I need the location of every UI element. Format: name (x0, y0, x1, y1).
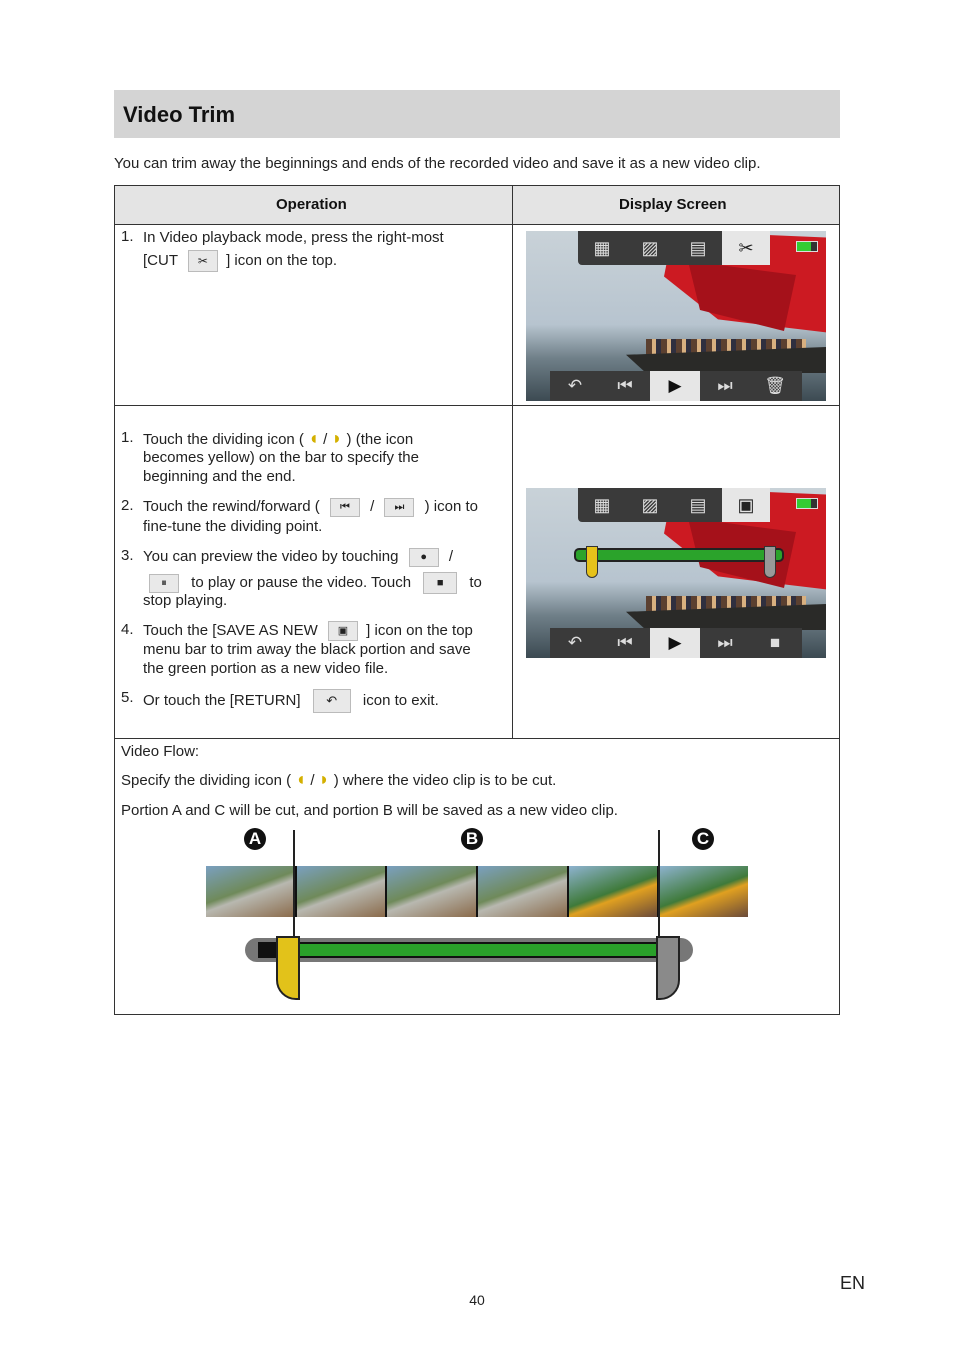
dividing-start-icon[interactable] (276, 936, 300, 1000)
step-text-part: icon to exit. (362, 691, 439, 709)
step-text-part: Touch the rewind/forward ( (143, 498, 320, 515)
slash: / (310, 772, 315, 789)
step-text: beginning and the end. (143, 468, 296, 485)
step-text-part: Specify the dividing icon ( (121, 772, 292, 789)
film-frame (297, 866, 388, 917)
bottom-control-bar (550, 628, 802, 658)
dividing-end-icon: ◗ (318, 769, 330, 789)
stop-icon: ■ (423, 572, 457, 594)
photo-icon[interactable]: ▨ (641, 495, 659, 515)
cut-icon[interactable]: ✂ (722, 231, 770, 265)
video-icon[interactable]: ▤ (689, 238, 707, 258)
step-text: becomes yellow) on the bar to specify the (143, 449, 419, 466)
step-text: fine-tune the dividing point. (143, 518, 323, 535)
forward-icon[interactable]: ⏭ (717, 376, 733, 395)
header-display (513, 186, 839, 224)
forward-icon[interactable]: ⏭ (717, 633, 733, 652)
header-operation-label: Operation (276, 196, 347, 213)
step-text-part: to play or pause the video. Touch (191, 573, 412, 591)
step-text-part: to (469, 573, 482, 591)
divider (115, 405, 839, 406)
slash: / (323, 431, 328, 448)
portion-c-marker: C (692, 828, 714, 850)
video-flow-line: Portion A and C will be cut, and portion B will be saved as a new video clip. (121, 802, 618, 819)
step-text (143, 429, 413, 449)
pause-icon: ⏸ (149, 574, 179, 593)
film-frame (478, 866, 569, 917)
display-screenshot-2 (526, 488, 826, 658)
step-text-part: Touch the [SAVE AS NEW (143, 622, 318, 639)
play-icon: ● (409, 548, 439, 567)
dividing-start-icon: ◖ (308, 428, 319, 448)
column-divider (512, 186, 513, 738)
video-flow-label: Video Flow: (121, 743, 200, 760)
dividing-start-icon[interactable] (586, 546, 598, 578)
portion-a-marker: A (244, 828, 266, 850)
rewind-icon[interactable]: ⏮ (617, 633, 633, 652)
cut-line-end (658, 830, 660, 940)
battery-icon (796, 498, 818, 509)
cut-line-start (293, 830, 295, 940)
section-title-bar (114, 90, 840, 138)
step-text-part: Or touch the [RETURN] (143, 691, 301, 709)
top-menu-bar (578, 488, 770, 522)
portion-b-marker: B (461, 828, 483, 850)
save-icon: ▣ (328, 621, 358, 641)
step-number: 3. (121, 547, 134, 564)
forward-icon: ⏭ (384, 498, 414, 517)
header-display-label: Display Screen (619, 196, 727, 213)
video-flow-line (121, 770, 556, 790)
step-text-part: ) icon to (424, 498, 478, 515)
step-text-part: Touch the dividing icon ( (143, 431, 304, 448)
step-text-part: ) where the video clip is to be cut. (333, 772, 557, 789)
save-icon[interactable]: ▣ (722, 488, 770, 522)
film-frame (387, 866, 478, 917)
step-text (143, 497, 478, 517)
rewind-icon[interactable]: ⏮ (617, 376, 633, 395)
step-text: menu bar to trim away the black portion and save (143, 641, 471, 658)
dividing-start-icon: ◖ (295, 769, 307, 789)
step-text-part: ) (the icon (346, 431, 414, 448)
top-menu-bar (578, 231, 770, 265)
dividing-end-icon: ◗ (331, 428, 343, 448)
step-text: the green portion as a new video file. (143, 660, 389, 677)
divider (115, 738, 839, 739)
step-text (143, 547, 453, 567)
step-text-part: ] icon on the top (366, 622, 473, 639)
display-screenshot-1 (526, 231, 826, 401)
video-icon[interactable]: ▤ (689, 495, 707, 515)
video-filmstrip (206, 866, 748, 917)
trim-bar-selected (294, 944, 658, 956)
return-icon[interactable]: ↶ (567, 633, 583, 652)
cut-icon: ✂ (188, 250, 218, 272)
step-text (143, 621, 473, 641)
film-frame (206, 866, 297, 917)
return-icon[interactable]: ↶ (567, 376, 583, 395)
delete-icon[interactable]: 🗑 (764, 376, 786, 395)
play-icon[interactable]: ▶ (650, 628, 700, 658)
film-frame (659, 866, 748, 917)
film-frame (569, 866, 660, 917)
dividing-end-icon[interactable] (656, 936, 680, 1000)
page-number: 40 (469, 1292, 485, 1308)
step-text (143, 250, 337, 272)
step-number: 1. (121, 228, 134, 245)
step-text-part: You can preview the video by touching (143, 548, 399, 565)
step-number: 4. (121, 621, 134, 638)
language-label: EN (840, 1273, 866, 1293)
thumbnail-icon[interactable]: ▦ (593, 238, 611, 258)
battery-icon (796, 241, 818, 252)
bottom-control-bar (550, 371, 802, 401)
slash: / (370, 498, 375, 515)
page-title: Video Trim (123, 102, 236, 127)
return-icon: ↶ (313, 689, 351, 713)
play-icon[interactable]: ▶ (650, 371, 700, 401)
step-number: 5. (121, 689, 134, 706)
step-text-part: [CUT (143, 251, 178, 269)
header-operation (115, 186, 512, 224)
slash: / (448, 548, 453, 565)
step-text-part: ] icon on the top. (226, 251, 337, 269)
step-text: stop playing. (143, 592, 228, 609)
step-number: 1. (121, 429, 134, 446)
step-text (143, 689, 439, 713)
thumbnail-icon[interactable]: ▦ (593, 495, 611, 515)
step-text: In Video playback mode, press the right-most (143, 229, 444, 246)
trim-bar[interactable] (574, 548, 784, 562)
rewind-icon: ⏮ (330, 498, 360, 517)
stop-icon[interactable]: ■ (769, 633, 781, 652)
step-number: 2. (121, 497, 134, 514)
dividing-end-icon[interactable] (764, 546, 776, 578)
divider (115, 224, 839, 225)
photo-icon[interactable]: ▨ (641, 238, 659, 258)
intro-text: You can trim away the beginnings and ends of the recorded video and save it as a new video clip. (114, 155, 761, 172)
